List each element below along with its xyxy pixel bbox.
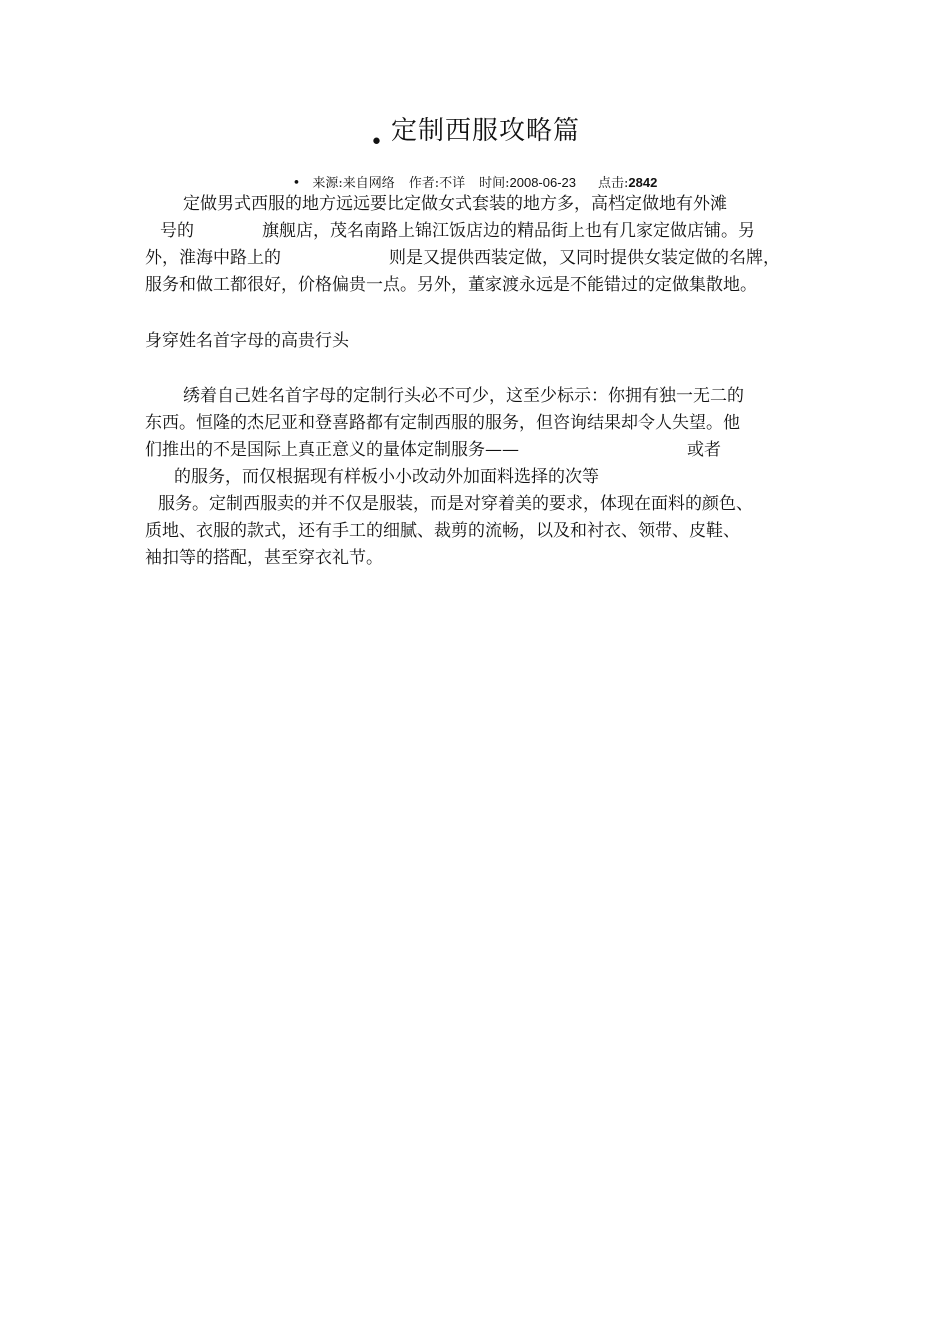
para1-line3 (145, 247, 780, 269)
article-meta (0, 172, 950, 191)
page-title: 定制西服攻略篇 (390, 116, 580, 146)
para2-line6: 质地、衣服的款式，还有手工的细腻、裁剪的流畅，以及和衬衣、领带、皮鞋、 (145, 521, 740, 541)
meta-source: 来源:来自网络 (312, 176, 395, 191)
para1-line3-a: 外，淮海中路上的 (145, 248, 281, 268)
para1-line4: 服务和做工都很好，价格偏贵一点。另外，董家渡永远是不能错过的定做集散地。 (145, 275, 757, 295)
para1-line2-b: 旗舰店，茂名南路上锦江饭店边的精品街上也有几家定做店铺。另 (262, 221, 755, 241)
meta-clicks-label: 点击: (598, 176, 629, 191)
section-heading: 身穿姓名首字母的高贵行头 (145, 331, 349, 351)
para2-line5: 服务。定制西服卖的并不仅是服装，而是对穿着美的要求，体现在面料的颜色、 (158, 494, 753, 514)
para1-line2 (160, 220, 755, 242)
para1-line3-b: 则是又提供西装定做，又同时提供女装定做的名牌， (389, 248, 780, 268)
meta-time-value: 2008-06-23 (509, 175, 577, 190)
meta-bullet: • (292, 176, 301, 191)
meta-author: 作者:不详 (408, 176, 466, 191)
para2-line3-b: 或者 (687, 440, 721, 460)
para1-line2-a: 号的 (160, 221, 194, 241)
para2-line3-a: 们推出的不是国际上真正意义的量体定制服务—— (145, 440, 519, 460)
title-bullet: • (370, 130, 383, 155)
para2-line1: 绣着自己姓名首字母的定制行头必不可少，这至少标示：你拥有独一无二的 (183, 386, 744, 406)
para1-line1: 定做男式西服的地方远远要比定做女式套装的地方多，高档定做地有外滩 (183, 194, 727, 214)
para2-line3 (145, 439, 721, 461)
title-row (0, 110, 950, 155)
meta-clicks-value: 2842 (628, 175, 658, 190)
meta-time-label: 时间: (479, 176, 510, 191)
para2-line4: 的服务，而仅根据现有样板小小改动外加面料选择的次等 (174, 467, 599, 487)
para2-line7: 袖扣等的搭配，甚至穿衣礼节。 (145, 548, 383, 568)
para2-line2: 东西。恒隆的杰尼亚和登喜路都有定制西服的服务，但咨询结果却令人失望。他 (145, 413, 740, 433)
